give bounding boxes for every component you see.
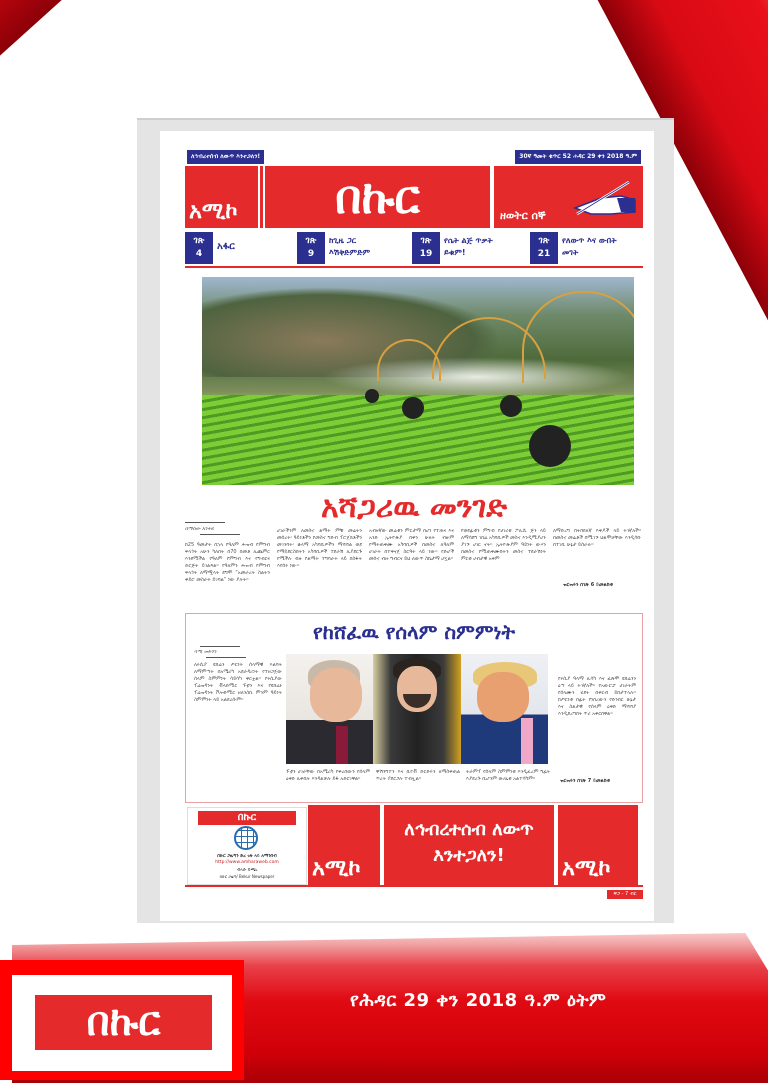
teaser-item[interactable] xyxy=(412,232,522,264)
slogan-box xyxy=(384,805,554,885)
writing-hand-icon xyxy=(571,178,637,218)
website-url[interactable]: http://www.amharaweb.com xyxy=(215,860,279,865)
teaser-page-badge: ገጽ 21 xyxy=(530,232,558,264)
teaser-item[interactable] xyxy=(185,232,295,264)
feature-story-box xyxy=(185,613,643,803)
teaser-title: አፋር xyxy=(217,241,235,252)
amico-brand-box xyxy=(185,166,258,228)
feature-left-column: ለሩሲያ ዩክሬን ጦርነት ሰላማዊ እልባት ለማምጣት በአሜሪካ አደራዳሪነት የተዘጋጀው ሰላም ስምምነት ሳይሳካ ቀርቷል። የሩሲያው ፕሬዝዳንት ቭላድሚር ፑቲን እና የዩክሬኑ ፕሬዝዳንት ቮሎድሚር ዘለንስኪ ምንም ዓይነት ስምምነት ላይ አልደረሱም። xyxy=(194,662,282,703)
read-online-text: በኩር ጋዜጣን ድረ ገጽ ላይ ለማንበብ xyxy=(217,854,277,859)
irrigation-field-photo xyxy=(202,277,634,485)
slogan-line-2: እንተጋለን! xyxy=(433,845,505,866)
globe-icon xyxy=(234,826,258,850)
feature-headline[interactable]: የከሸፈዉ የሰላም ስምምነት xyxy=(313,620,515,644)
lead-column: የወደፊቱን ምግብ የሀገሪቱ ፖሊሲ ጅን ላይ ለማሳደግ ገበሬ አካባቢዎች መስኖ እንዲሚያሆኑ ያገኙ ሀገር ናት። ኢትዮጵያም ዓይነት ውሃን በመስኖ የሚጠቀሙበትን መስኖ ተደራሽነት ምርቱ ሀብታዊ አቅም xyxy=(461,528,546,562)
lead-byline: በማሰው አንተዬ xyxy=(185,526,214,532)
page-teasers xyxy=(185,232,643,268)
promo-banner xyxy=(185,805,643,887)
lead-column: ሀገራችንም ለመስኖ ልማት ምቹ መሬትን መሰረት፡ ዓይነቶችን የመስኖ ግድብ ፕሮጀክቶችን መገንባት፡ ቆላማ አካባቢዎችን ማሻሻል ወደ የማይደርስበትን አካባቢዎች ተደራሽ ሊያደርጉ የሚችሉ ብዙ የልማት ተግባራት ላይ በስፋት እየሰሩ ነው። xyxy=(277,528,362,569)
feature-right-column: የሩሲያ ዓላማ ሊሳካ እና ፈጽሞ ዩክሬንን ዕጣ ላይ ትገኛለች። የአውሮፓ ሀገራትም የሰላሙን ሂደት በቅርብ ይከታተላሉ። ከጦርነቱ በፊት የነበረውን የድንበር ሁኔታ እና ስልታዊ የሰላም ዕቅድ ማሻሻያ እንዲደረግበት ጥሪ አቅርበዋል። xyxy=(558,676,636,717)
promo-subtitle: ብላሱ ይጫኑ xyxy=(236,868,258,873)
weekly-label: ዘወትር ሰኞ xyxy=(500,209,546,222)
lead-column: ለማድረግ በትክክለኛ እቅዶች ላይ ትገኛለች። በመስኖ መሬቶች በሚገኙ ህልሞቻቸው እንዲሳኩ በተገቢ ሁኔታ ይሰራሉ። xyxy=(553,528,641,548)
feature-continue-note: ዝርዝሩን በገጽ 7 ይመልከቱ xyxy=(560,778,610,784)
promo-small-line: በኩር ጋዜጣ/ Bekur Newspaper xyxy=(219,874,275,879)
leaders-photo xyxy=(286,654,548,764)
footer-logo[interactable]: በኩር xyxy=(35,995,212,1050)
lead-headline[interactable]: አሻጋሪዉ መንገድ xyxy=(320,490,508,525)
red-ribbon-top-left xyxy=(0,0,314,121)
amico-label: አሚኮ xyxy=(189,199,238,224)
photo-trump xyxy=(461,654,548,764)
teaser-page-badge: ገጽ 19 xyxy=(412,232,440,264)
masthead xyxy=(185,166,643,228)
feature-byline: ሳሚ መኮንን xyxy=(194,649,217,655)
teaser-title: የሴት ልጅ ጥቃት ይቁም! xyxy=(444,236,493,257)
amico-brand-right: አሚኮ xyxy=(558,805,638,885)
newspaper-title: በኩር xyxy=(265,166,490,228)
lead-continue-note: ዝርዝሩን በገጽ 6 ይመልከቱ xyxy=(563,582,613,588)
weekly-label-box xyxy=(494,166,643,228)
feature-bottom-column: ዋሽንግተን እና ኪየቭ ድርድሩን ለማስቀጠል ጥረት ያደርጋሉ ተብሏል። xyxy=(376,769,460,782)
teaser-page-badge: ገጽ 4 xyxy=(185,232,213,264)
teaser-title: ከጊዜ ጋር እሽቅድምድም xyxy=(329,236,371,257)
website-promo[interactable] xyxy=(187,807,307,885)
edition-date-caption: የሕዳር 29 ቀን 2018 ዓ.ም ዕትም xyxy=(350,990,607,1011)
lead-column: ከ25 ዓመታት በኋላ የዓለም ሕዝብ የምግብ ፍላጎት አሁን ካለበት በ70 በመቶ ሊጨምር እንደሚችል የዓለም የምግብ እና የግብርና ድርጅት ይገልጻል። የዓለምን ሕዝብ የምግብ ፍላጎት ለማሟላት ደግሞ “አመራረት ስልትን ቀይሮ መስራት ይገባል” ነው ያሉት። xyxy=(185,542,270,583)
slogan-strip: ለኅብረተሰብ ለውጥ እንተጋለን! xyxy=(187,150,264,164)
teaser-page-badge: ገጽ 9 xyxy=(297,232,325,264)
slogan-line-1: ለኅብረተሰብ ለውጥ xyxy=(404,819,534,840)
teaser-title: የለውጥ እና ውበት መገት xyxy=(562,236,617,257)
photo-putin xyxy=(286,654,373,764)
mini-logo: በኩር xyxy=(198,811,296,825)
amico-brand-left: አሚኮ xyxy=(308,805,380,885)
price-tag: ዋጋ - 7 ብር xyxy=(607,890,643,899)
feature-bottom-column: ትራምፕ የሰላም ስምምነቱ እንዲፈረም ግፊት እያደረጉ ቢሆንም ውጤቱ አልተሳካም። xyxy=(466,769,550,782)
feature-bottom-column: ፑቲን ሀገራቸው በአሜሪካ የቀረበውን የሰላም ዕቅድ ሊቀበሉ እንዳልቻሉ ይፋ አድርገዋል። xyxy=(286,769,370,782)
teaser-item[interactable] xyxy=(530,232,643,264)
masthead-divider xyxy=(260,166,263,228)
photo-zelensky xyxy=(373,654,460,764)
teaser-item[interactable] xyxy=(297,232,407,264)
lead-column: አብዛኛው መሬቱን ምርታማ በሆነ የተጠና እና አንድ ኢትዮጵያ በቀን ሁለት ብዙም የማትጠቀሙ አካባቢዎች በመስኖ ለዓለም ሀገራት በተቀናጀ ስርዓት ላይ ነው። የድሆች መሰኖ ብዙ ግብርና ይህ ለውጥ ስኬታማ ሆኗል። xyxy=(369,528,454,562)
issue-date-strip: 30ኛ ዓመት ቁጥር 52 ሐዳር 29 ቀን 2018 ዓ.ም xyxy=(515,150,641,164)
